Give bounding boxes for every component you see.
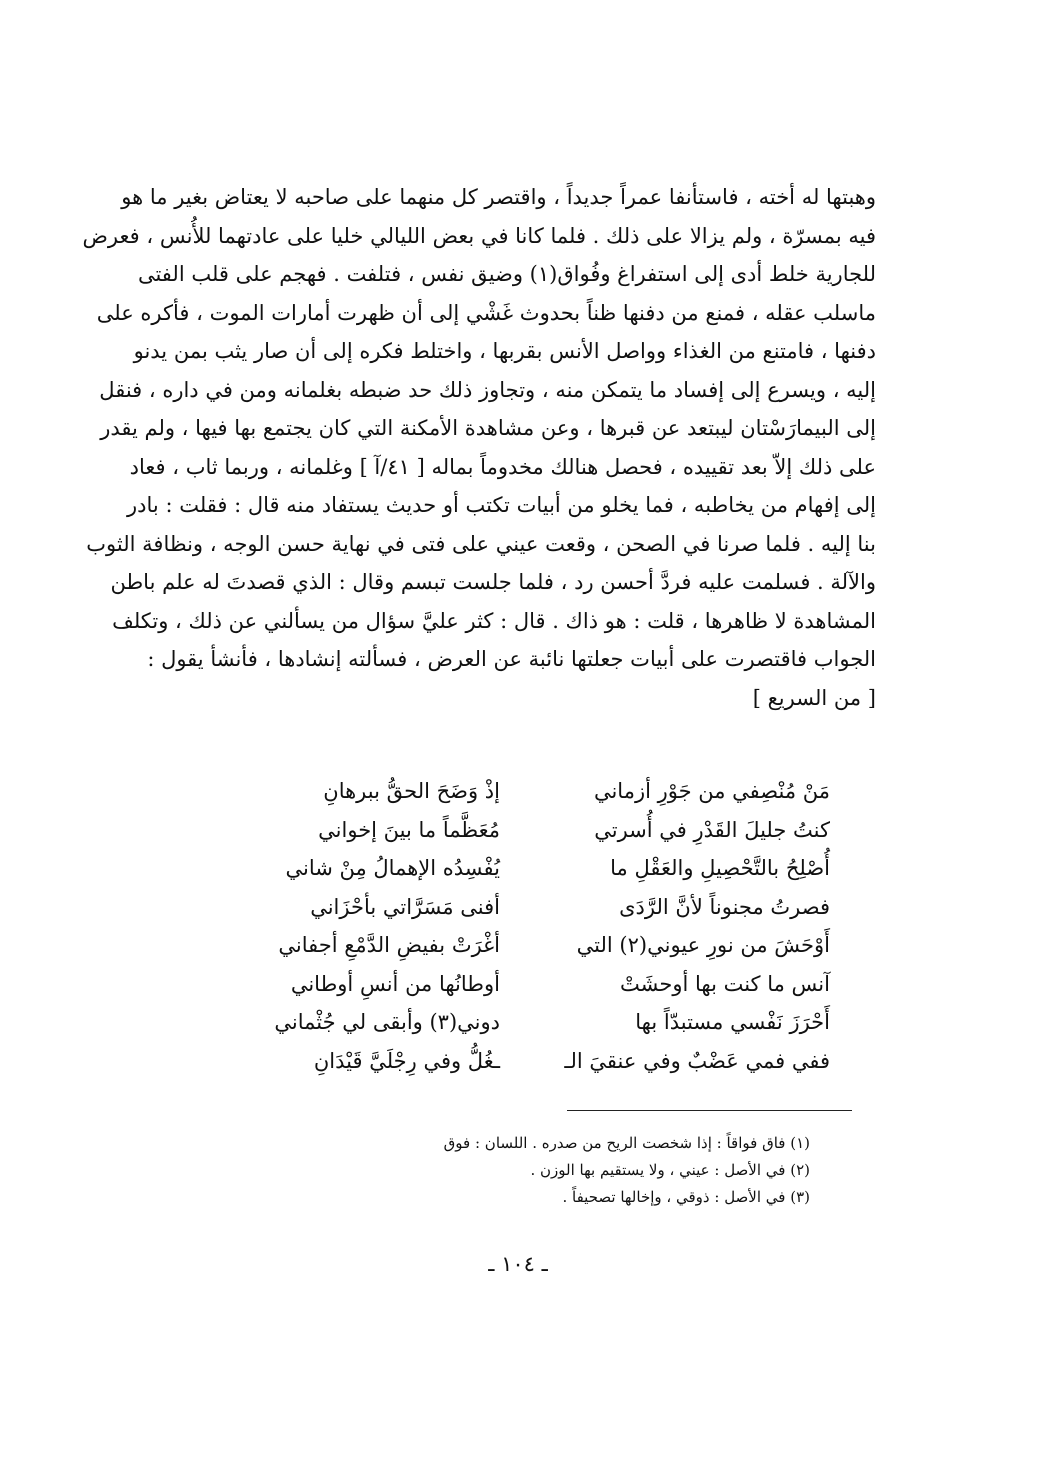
verse-second-hemistich: أوطانُها من أنسِ أوطاني — [290, 971, 500, 996]
verse-first-hemistich: آنس ما كنت بها أوحشَتْ — [620, 971, 830, 996]
poem — [230, 772, 830, 1080]
footnotes — [400, 1130, 810, 1211]
poem-verse — [230, 888, 830, 927]
prose-line: على ذلك إلاّ بعد تقييده ، فحصل هنالك مخدوماً بماله [ ٤١/آ ] وغلمانه ، وربما ثاب ، فعاد — [129, 454, 876, 479]
footnote: (٣) في الأصل : ذوقي ، وإخالها تصحيفاً . — [562, 1188, 810, 1206]
prose-line: وهبتها له أخته ، فاستأنفا عمراً جديداً ، واقتصر كل منهما على صاحبه لا يعتاض بغير ما هو — [121, 185, 876, 209]
prose-line: ماسلب عقله ، فمنع من دفنها ظناً بحدوث غَشْي إلى أن ظهرت أمارات الموت ، فأكره على — [96, 300, 876, 325]
verse-second-hemistich: أغْرَتْ بفيضِ الدَّمْعِ أجفاني — [278, 933, 500, 957]
verse-second-hemistich: يُفْسِدُه الإهمالُ مِنْ شاني — [285, 856, 500, 880]
prose-line: إليه ، ويسرع إلى إفساد ما يتمكن منه ، وتجاوز ذلك حد ضبطه بغلمانه ومن في داره ، فنقل — [99, 377, 876, 402]
verse-second-hemistich: أفنى مَسَرَّاتي بأحْزَاني — [310, 894, 500, 919]
poem-verse — [230, 772, 830, 811]
prose-line: فيه بمسرّة ، ولم يزالا على ذلك . فلما كانا في بعض الليالي خليا على عادتهما للأُنس ، فعرض — [82, 223, 876, 248]
verse-first-hemistich: أُصْلِحُ بالتَّحْصِيلِ والعَقْلِ ما — [610, 856, 830, 880]
verse-second-hemistich: مُعَظَّماً ما بينَ إخواني — [318, 817, 500, 842]
verse-first-hemistich: كنتُ جليلَ القَدْرِ في أُسرتي — [594, 817, 830, 842]
poem-verse — [230, 849, 830, 888]
verse-second-hemistich: دوني(٣) وأبقى لي جُثْماني — [274, 1010, 500, 1034]
prose-line: بنا إليه . فلما صرنا في الصحن ، وقعت عيني على فتى في نهاية حسن الوجه ، ونظافة الثوب — [86, 531, 876, 556]
verse-first-hemistich: فصرتُ مجنوناً لأنَّ الرَّدَى — [619, 894, 830, 919]
poem-verse — [230, 926, 830, 965]
prose-line: دفنها ، فامتنع من الغذاء وواصل الأنس بقربها ، واختلط فكره إلى أن صار يثب بمن يدنو — [133, 339, 876, 363]
meter-label: [ من السريع ] — [752, 685, 876, 710]
prose-line: إلى البيمارَسْتان ليبتعد عن قبرها ، وعن مشاهدة الأمكنة التي كان يجتمع بها فيها ، ولم يقدر — [100, 416, 876, 440]
footnote: (١) فاق فواقاً : إذا شخصت الريح من صدره . اللسان : فوق — [443, 1134, 810, 1152]
prose-line: الجواب فاقتصرت على أبيات جعلتها نائبة عن العرض ، فسألته إنشادها ، فأنشأ يقول : — [147, 647, 876, 671]
footnote-divider — [567, 1110, 852, 1111]
poem-verse — [230, 1003, 830, 1042]
poem-verse — [230, 1042, 830, 1081]
prose-line: للجارية خلط أدى إلى استفراغ وفُواق(١) وضيق نفس ، فتلفت . فهجم على قلب الفتى — [137, 262, 876, 286]
verse-first-hemistich: أَوْحَشَ من نورِ عيوني(٢) التي — [576, 933, 830, 957]
prose-line: المشاهدة لا ظاهرها ، قلت : هو ذاك . قال : كثر عليَّ سؤال من يسألني عن ذلك ، وتكلف — [112, 608, 876, 633]
prose-line: والآلة . فسلمت عليه فردَّ أحسن رد ، فلما جلست تبسم وقال : الذي قصدتَ له علم باطن — [110, 570, 876, 594]
poem-verse — [230, 965, 830, 1004]
verse-second-hemistich: إذْ وَضَحَ الحقُّ ببرهانِ — [323, 779, 500, 803]
prose-body — [82, 178, 876, 717]
verse-first-hemistich: مَنْ مُنْصِفي من جَوْرِ أزماني — [593, 779, 830, 803]
verse-second-hemistich: ـغُلُّ وفي رِجْلَيَّ قَيْدَانِ — [313, 1048, 500, 1073]
verse-first-hemistich: أَحْرَزَ نَفْسي مستبدّاً بها — [635, 1010, 830, 1034]
poem-verse — [230, 811, 830, 850]
footnote: (٢) في الأصل : عيني ، ولا يستقيم بها الوزن . — [530, 1161, 810, 1179]
verse-first-hemistich: ففي فمي عَضْبٌ وفي عنقيَ الـ — [564, 1048, 830, 1073]
page-number: ـ ١٠٤ ـ — [488, 1252, 548, 1276]
prose-line: إلى إفهام من يخاطبه ، فما يخلو من أبيات تكتب أو حديث يستفاد منه قال : فقلت : بادر — [127, 493, 876, 517]
